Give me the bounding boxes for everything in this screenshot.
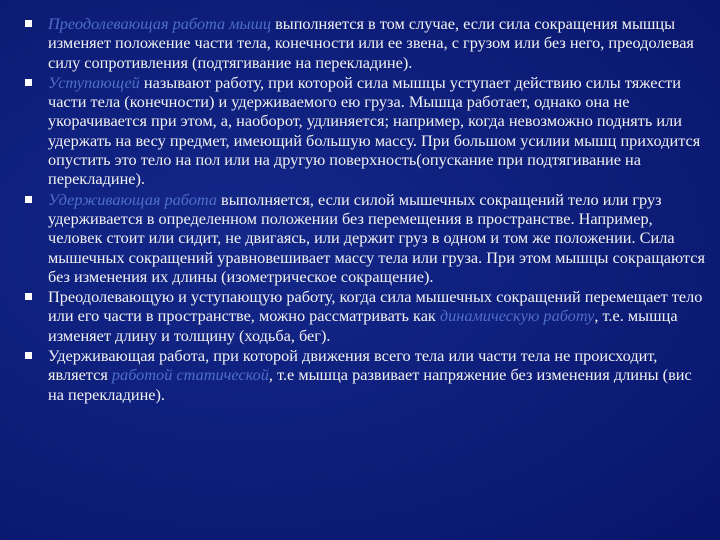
- bullet-item: [0, 287, 706, 345]
- bullet-item: [0, 73, 706, 189]
- bullet-list: [0, 14, 706, 404]
- bullet-text: Удерживающая работа, при которой движения всего тела или части тела не происходит, является: [48, 346, 658, 385]
- bullet-text: Преодолевающую и уступающую работу, когда сила мышечных сокращений перемещает тело или его части в пространстве, можно рассматривать как: [48, 287, 703, 326]
- bullet-item: [0, 190, 706, 286]
- emphasis-term: Удерживающая работа: [48, 189, 217, 209]
- bullet-text: выполняется в том случае, если сила сокращения мышцы изменяет положение части тела, конечности или ее звена, с грузом или без него, преодолевая силу сопротивления (подтягивание на перекладине).: [48, 14, 694, 72]
- emphasis-term: Уступающей: [48, 72, 140, 92]
- square-bullet-icon: [25, 293, 32, 300]
- bullet-text: , т.е. мышца изменяет длину и толщину (ходьба, бег).: [48, 306, 678, 345]
- square-bullet-icon: [25, 352, 32, 359]
- bullet-item: [0, 346, 706, 404]
- emphasis-term: динамическую работу: [439, 306, 595, 326]
- emphasis-term: работой статической: [111, 365, 269, 385]
- bullet-text: , т.е мышца развивает напряжение без изменения длины (вис на перекладине).: [48, 365, 692, 404]
- bullet-text: выполняется, если силой мышечных сокращений тело или груз удерживается в определенном положении без перемещения в пространстве. Например, человек стоит или сидит, не двигаясь, или держит груз в одном и том же положении. Сила мышечных сокращений уравновешивает массу тела или груза. При этом мышцы сокращаются без изменения их длины (изометрическое сокращение).: [48, 189, 705, 286]
- square-bullet-icon: [25, 20, 32, 27]
- bullet-item: [0, 14, 706, 72]
- emphasis-term: Преодолевающая работа мышц: [48, 14, 272, 33]
- square-bullet-icon: [25, 79, 32, 86]
- square-bullet-icon: [25, 196, 32, 203]
- bullet-text: называют работу, при которой сила мышцы уступает действию силы тяжести части тела (конечности) и удерживаемого ею груза. Мышца работает, однако она не укорачивается при этом, а, наоборот, удлиняется; например, когда невозможно поднять или удержать на весу предмет, имеющий большую массу. При большом усилии мышц приходится опустить это тело на пол или на другую поверхность(опускание при подтягивание на перекладине).: [48, 72, 701, 189]
